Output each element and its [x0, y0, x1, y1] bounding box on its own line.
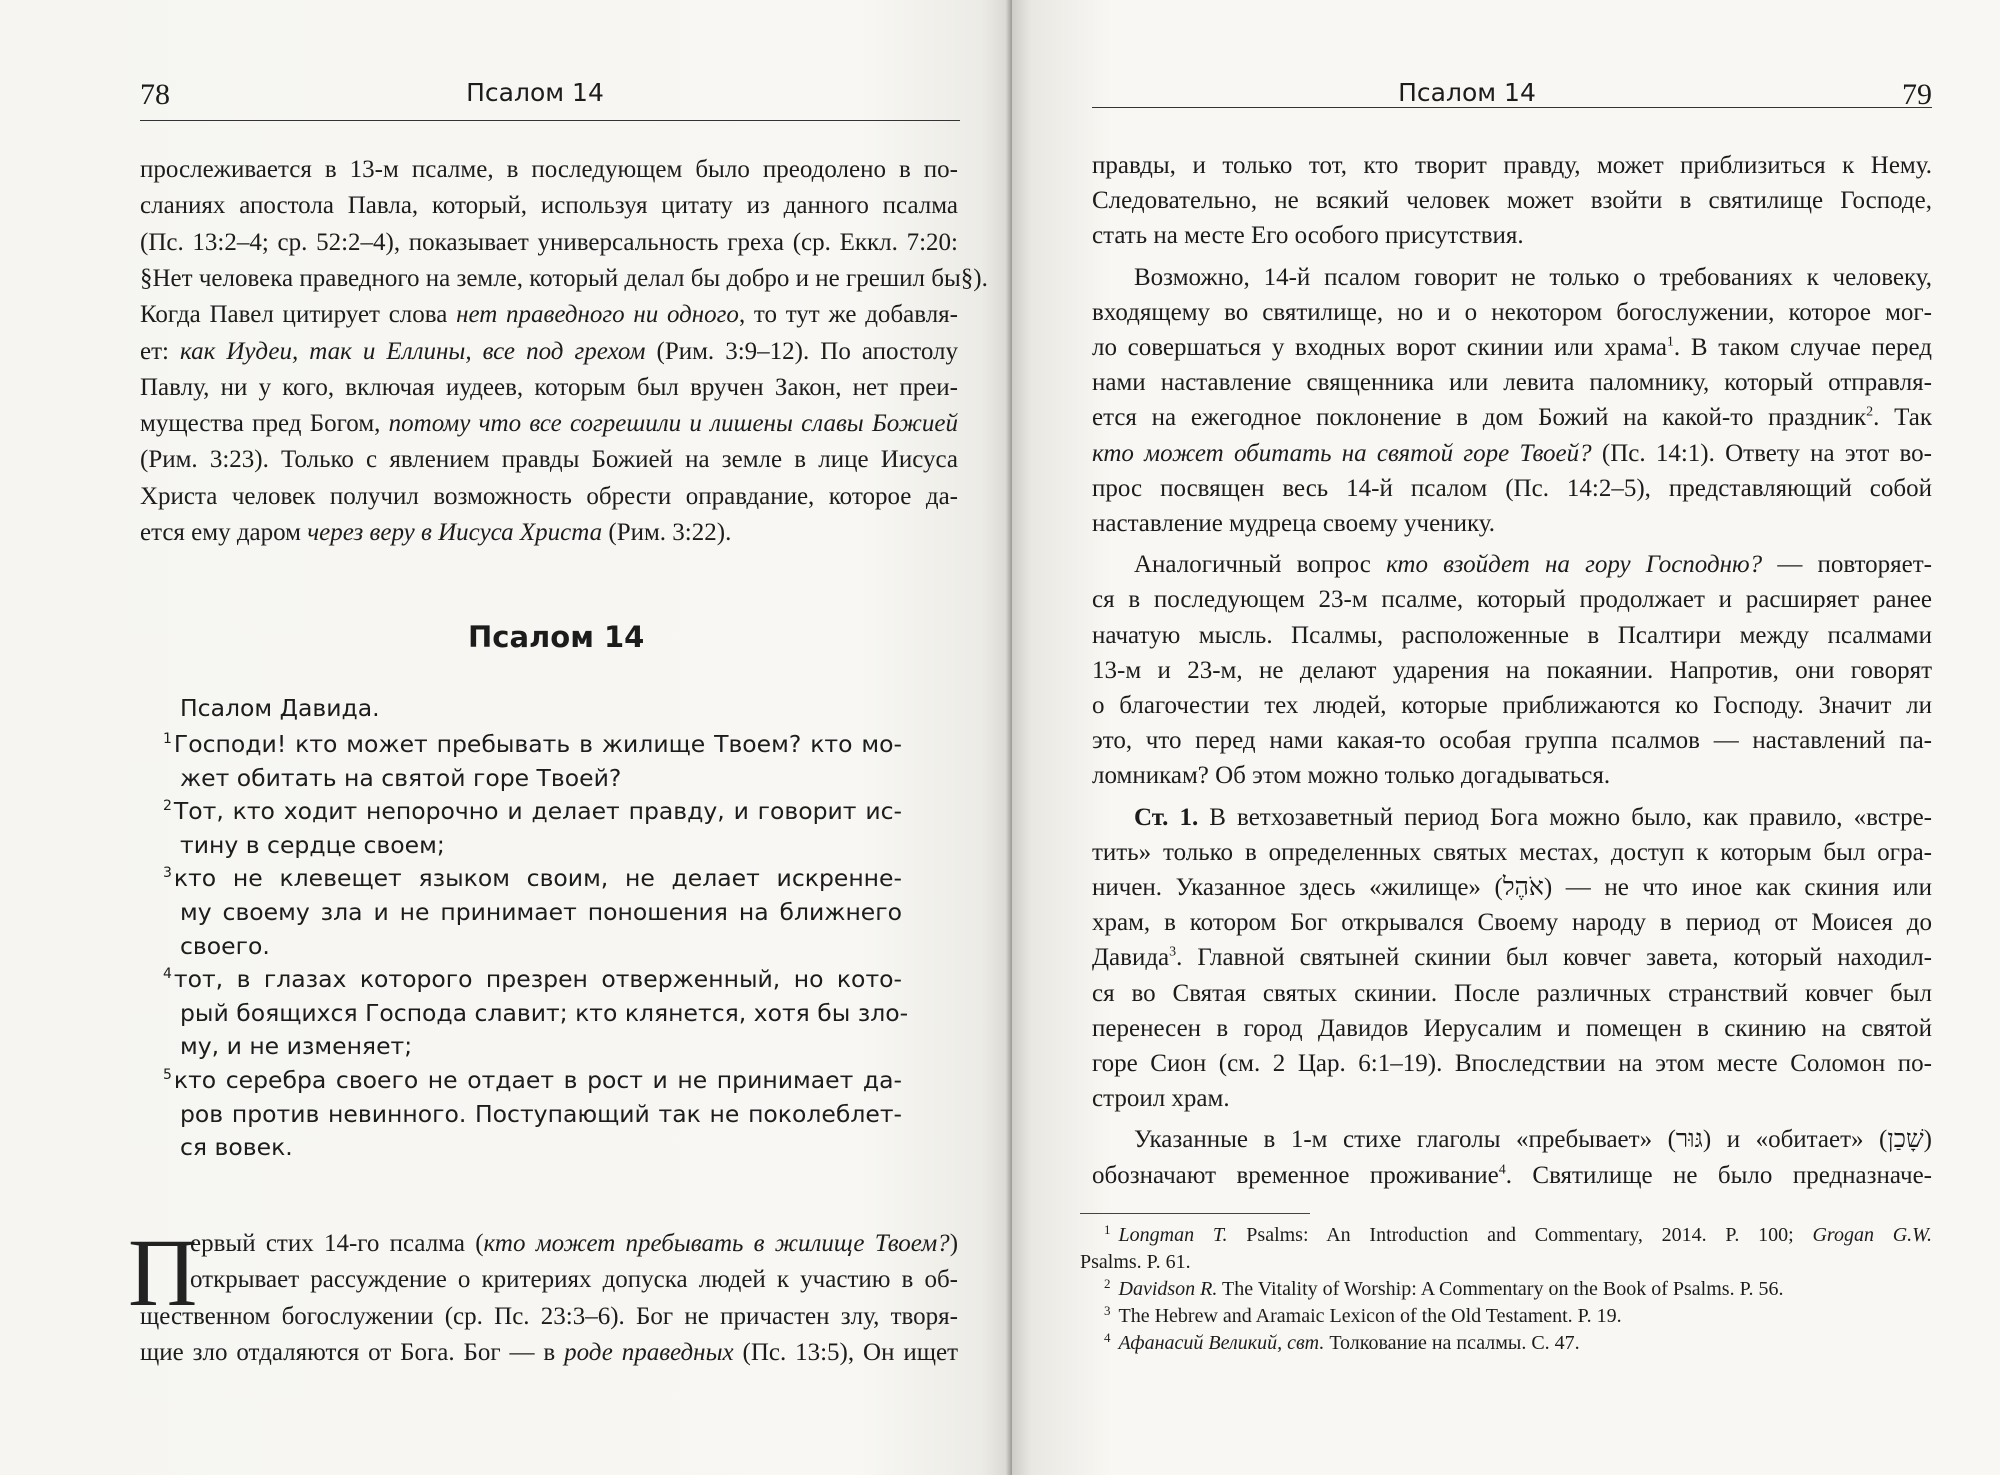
text-line [1092, 582, 1932, 618]
text-line [1092, 1081, 1230, 1117]
verse-text: тот, в глазах которого презрен отверженный, но кото- [173, 965, 902, 994]
text-line [140, 261, 988, 297]
footnote-number: 2 [1104, 1276, 1111, 1291]
text-run: ется на ежегодное поклонение в дом Божий на какой-то праздник [1092, 404, 1867, 432]
text-run: наставление мудреца своему ученику. [1092, 510, 1496, 537]
text-run: прос посвящен весь 14-й псалом (Пс. 14:2–5), представляющий собой [1092, 474, 1932, 502]
italic-run: роде праведных [564, 1338, 734, 1366]
text-line [140, 1299, 958, 1335]
verse-text: рый боящихся Господа славит; кто клянется, хотя бы зло- [180, 998, 909, 1027]
italic-run: Longman T. [1118, 1224, 1228, 1246]
text-line [1092, 835, 1932, 871]
text-line [180, 1129, 293, 1165]
verse-text: жет обитать на святой горе Твоей? [180, 763, 622, 792]
left-running-head [140, 78, 960, 118]
text-line [140, 479, 958, 515]
text-line [1092, 1011, 1932, 1047]
text-line [1092, 295, 1932, 331]
left-header-rule [140, 120, 960, 121]
text-line [140, 442, 958, 478]
text-run: Аналогичный вопрос [1134, 551, 1387, 579]
verse-text: Господи! кто может пребывать в жилище Твоем? кто мо- [173, 730, 902, 758]
text-line [1092, 365, 1932, 401]
text-line [140, 370, 958, 406]
text-line [1104, 1222, 1932, 1250]
text-run: The Hebrew and Aramaic Lexicon of the Old Testament. P. 19. [1118, 1305, 1622, 1327]
italic-run: потому что все согрешили и лишены славы Божией [388, 410, 958, 438]
text-run: В ветхозаветный период Бога можно было, как правило, «встре- [1198, 803, 1933, 831]
drop-cap: П [128, 1219, 198, 1326]
text-run: горе Сион (см. 2 Цар. 6:1–19). Впоследствии на этом месте Соломон по- [1092, 1050, 1932, 1077]
right-header-rule [1092, 107, 1932, 108]
text-run: ) [949, 1230, 959, 1257]
verse-text: тину в сердце своем; [180, 830, 445, 859]
text-run: . В таком случае перед [1673, 334, 1932, 361]
text-run: (Рим. 3:9–12). По апостолу [645, 337, 958, 365]
text-run: ся в последующем 23-м псалме, который продолжает и расширяет ранее [1092, 586, 1932, 614]
footnote-number: 1 [1104, 1222, 1111, 1237]
text-run: Возможно, 14-й псалом говорит не только о требованиях к человеку, [1134, 263, 1932, 291]
text-line [180, 995, 909, 1031]
text-run: Христа человек получил возможность обрести оправдание, которое да- [140, 482, 958, 510]
left-running-title: Псалом 14 [466, 78, 604, 107]
text-run: нами наставление священника или левита паломнику, который отправля- [1092, 369, 1932, 397]
text-run: ется ему даром [140, 519, 308, 546]
verse-number: 1 [163, 731, 172, 747]
text-run: , то тут же добавля- [738, 301, 959, 329]
text-line [1092, 976, 1932, 1012]
text-run: ет: [140, 337, 181, 365]
text-run: обозначают временное проживание [1092, 1161, 1499, 1189]
text-line [1092, 688, 1932, 724]
verse-number: 2 [163, 798, 172, 815]
text-run: Давида [1092, 944, 1170, 972]
text-run: . Так [1873, 404, 1932, 432]
text-run: мущества пред Богом, [140, 410, 389, 438]
text-run: . Святилище не было предназначе- [1505, 1161, 1932, 1189]
text-run: о благочестии тех людей, которые приближаются ко Господу. Значит ли [1092, 692, 1932, 719]
text-line [190, 1262, 958, 1298]
text-line [1104, 1303, 1622, 1331]
italic-run: кто взойдет на гору Господню? [1386, 551, 1763, 579]
text-line [1092, 618, 1932, 654]
text-line [1092, 471, 1932, 507]
verse-text: ся вовек. [180, 1133, 293, 1162]
text-line [180, 760, 621, 796]
text-run: ервый стих 14-го псалма ( [190, 1230, 484, 1257]
text-line [1092, 723, 1932, 759]
text-run: (Пс. 13:5), Он ищет [733, 1338, 958, 1366]
footnote-ref: 4 [1498, 1162, 1506, 1178]
text-line [1092, 400, 1932, 436]
italic-run: через веру в Иисуса Христа [307, 519, 603, 546]
right-running-title: Псалом 14 [1398, 78, 1536, 107]
text-line [140, 297, 958, 333]
text-line [1134, 800, 1932, 836]
text-run: The Vitality of Worship: A Commentary on the Book of Psalms. P. 56. [1217, 1278, 1784, 1300]
text-run: (Рим. 3:23). Только с явлением правды Божией на земле в лице Иисуса [140, 446, 958, 474]
text-line [140, 188, 958, 224]
text-run: тить» только в определенных святых местах, доступ к которым был огра- [1092, 838, 1932, 866]
text-line [180, 1028, 412, 1064]
verse-number: 3 [163, 865, 172, 882]
verse-text: кто серебра своего не отдает в рост и не принимает да- [173, 1066, 902, 1094]
verse-text: Тот, кто ходит непорочно и делает правду, и говорит ис- [173, 797, 902, 826]
text-run: ло совершаться у входных ворот скинии или храма [1092, 334, 1667, 361]
italic-run: Афанасий Великий, свт. [1118, 1332, 1325, 1354]
text-run: щественном богослужении (ср. Пс. 23:3–6). Бог не причастен злу, творя- [140, 1302, 958, 1330]
text-line [1092, 148, 1932, 184]
text-line [1134, 1122, 1932, 1158]
text-run: . Главной святыней скинии был ковчег завета, который находил- [1176, 944, 1932, 972]
text-line [1134, 260, 1932, 296]
text-run: §Нет человека праведного на земле, который делал бы добро и не грешил бы§). [140, 264, 988, 292]
text-line [190, 1226, 958, 1262]
verse-text: му своему зла и не принимает поношения на ближнего [180, 898, 902, 926]
text-line [180, 894, 902, 930]
text-run: прослеживается в 13-м псалме, в последующем было преодолено в по- [140, 156, 958, 183]
text-line [1092, 330, 1932, 366]
text-line [1092, 1158, 1932, 1194]
text-run: правды, и только тот, кто творит правду, может приблизиться к Нему. [1092, 152, 1932, 179]
text-run: открывает рассуждение о критериях допуска людей к участию в об- [190, 1266, 958, 1294]
italic-run: кто может обитать на святой горе Твоей? [1092, 439, 1592, 467]
text-line [1080, 1249, 1191, 1275]
text-line [1104, 1330, 1580, 1358]
text-run: входящему во святилище, но и о некотором богослужении, которое мог- [1092, 298, 1932, 326]
text-line [1134, 547, 1932, 583]
text-run: сланиях апостола Павла, который, используя цитату из данного псалма [140, 192, 958, 220]
text-line [1092, 653, 1932, 689]
text-line [1104, 1276, 1783, 1304]
right-page-number: 79 [1902, 78, 1932, 111]
text-run: Psalms: An Introduction and Commentary, 2014. P. 100; [1227, 1224, 1813, 1246]
text-run: 13-м и 23-м, не делают ударения на покаянии. Напротив, они говорят [1092, 656, 1932, 684]
verse-text: своего. [180, 931, 270, 960]
text-line [1092, 1046, 1932, 1082]
text-line [140, 515, 731, 551]
text-line [180, 928, 270, 964]
text-run: Павлу, ни у кого, включая иудеев, которым был вручен Закон, нет преи- [140, 373, 958, 401]
text-run: строил храм. [1092, 1085, 1230, 1113]
psalm-heading: Псалом 14 [468, 620, 645, 654]
text-line [140, 152, 958, 188]
text-run: это, что перед нами какая-то особая группа псалмов — наставлений па- [1092, 727, 1932, 755]
text-run: (Пс. 13:2–4; ср. 52:2–4), показывает универсальность греха (ср. Еккл. 7:20: [140, 228, 958, 256]
text-line [140, 225, 958, 261]
text-run: Когда Павел цитирует слова [140, 301, 457, 329]
footnote-ref: 1 [1666, 334, 1674, 350]
text-line [180, 1096, 902, 1132]
text-run: (Пс. 14:1). Ответу на этот во- [1591, 439, 1933, 467]
text-run: ломникам? Об этом можно только догадываться. [1092, 762, 1611, 790]
bold-run: Ст. 1. [1134, 803, 1199, 831]
text-run: — повторяет- [1762, 551, 1932, 579]
text-line [1092, 758, 1610, 794]
verse-text: ров против невинного. Поступающий так не поколеблет- [180, 1099, 902, 1128]
footnote-number: 4 [1104, 1330, 1111, 1345]
footnote-ref: 2 [1866, 405, 1874, 421]
text-run: ничен. Указанное здесь «жилище» (אֹהֶל) — не что иное как скиния или [1092, 874, 1933, 901]
text-run: перенесен в город Давидов Иерусалим и помещен в скинию на святой [1092, 1014, 1932, 1042]
text-run: стать на месте Его особого присутствия. [1092, 222, 1524, 250]
text-line [140, 1335, 958, 1371]
text-run: щие зло отдаляются от Бога. Бог — в [140, 1338, 565, 1366]
text-line [1092, 870, 1932, 906]
italic-run: Grogan G.W. [1812, 1224, 1932, 1246]
left-page-number: 78 [140, 78, 170, 111]
text-line [140, 334, 958, 370]
text-run: Указанные в 1-м стихе глаголы «пребывает» (גּוּר) и «обитает» (שָׁכַן) [1134, 1126, 1932, 1154]
footnote-number: 3 [1104, 1303, 1111, 1318]
text-run: начатую мысль. Псалмы, расположенные в Псалтири между псалмами [1092, 621, 1932, 649]
italic-run: нет праведного ни одного [456, 301, 739, 329]
text-line [1092, 218, 1524, 254]
verse-text: кто не клевещет языком своим, не делает искренне- [173, 864, 902, 893]
text-line [1092, 183, 1932, 219]
italic-run: кто может пребывать в жилище Твоем? [483, 1230, 950, 1257]
right-running-head [1092, 78, 1932, 118]
text-run: храм, в котором Бог открывался Своему народу в период от Моисея до [1092, 909, 1932, 937]
text-line [140, 406, 958, 442]
text-line [180, 827, 445, 863]
text-run: ся во Святая святых скинии. После различных странствий ковчег был [1092, 979, 1932, 1007]
verse-number: 4 [163, 966, 172, 983]
psalm-superscription: Псалом Давида. [180, 694, 380, 722]
text-run: (Рим. 3:22). [602, 519, 732, 546]
text-line [1092, 905, 1932, 941]
italic-run: как Иудеи, так и Еллины, все под грехом [180, 337, 646, 365]
text-run: Толкование на псалмы. С. 47. [1324, 1332, 1580, 1354]
footnote-ref: 3 [1169, 945, 1177, 961]
text-run: Psalms. P. 61. [1080, 1251, 1191, 1273]
text-line [1092, 436, 1932, 472]
text-run: Следовательно, не всякий человек может взойти в святилище Господе, [1092, 187, 1932, 215]
verse-text: му, и не изменяет; [180, 1032, 413, 1061]
italic-run: Davidson R. [1118, 1278, 1218, 1300]
text-line [1092, 940, 1932, 976]
verse-number: 5 [163, 1067, 172, 1083]
footnote-rule [1080, 1213, 1310, 1214]
text-line [1092, 506, 1495, 542]
